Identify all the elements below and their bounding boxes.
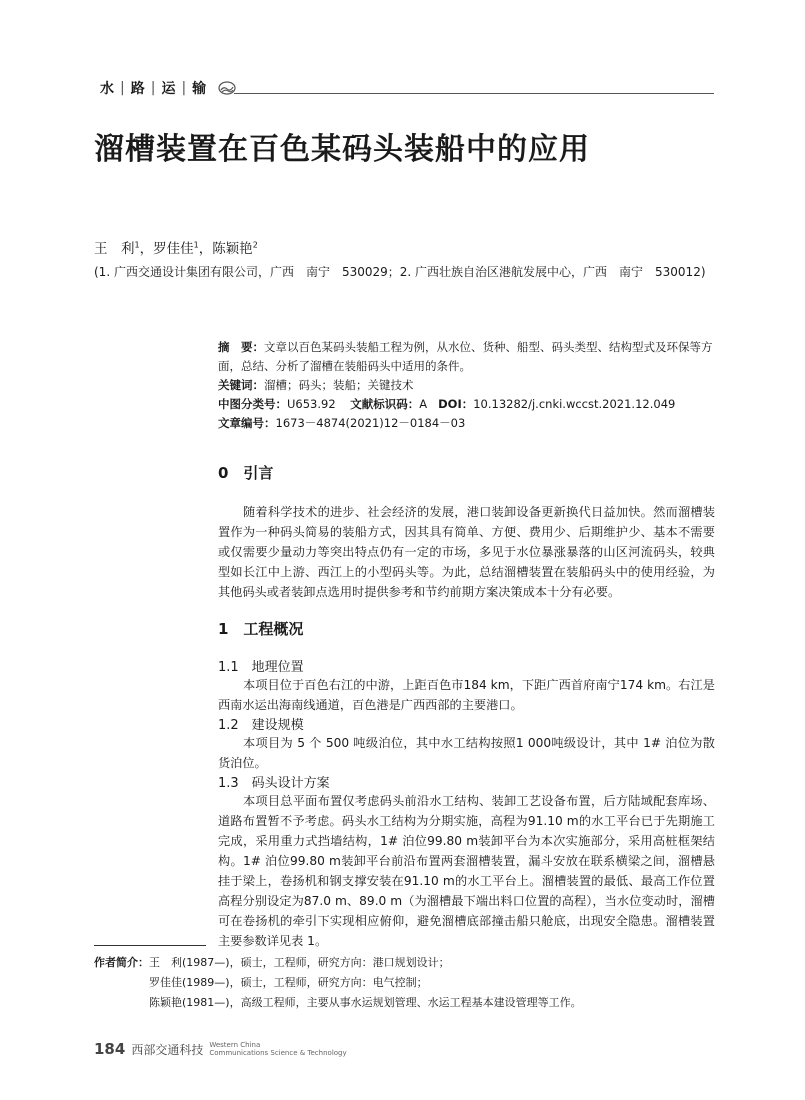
author-bio-1: 王 利(1987—)，硕士，工程师，研究方向：港口规划设计；	[149, 956, 450, 969]
section-char-1: 水	[100, 81, 114, 97]
affiliation: (1. 广西交通设计集团有限公司，广西 南宁 530029；2. 广西壮族自治区港航发展中心，广西 南宁 530012)	[94, 265, 706, 279]
subsection-heading-scale: 1.2 建设规模	[218, 718, 304, 733]
abstract	[218, 338, 718, 376]
section-char-4: 输	[192, 81, 207, 97]
section-tag	[94, 78, 236, 98]
keywords-label: 关键词：	[218, 378, 264, 392]
keywords-text: 溜槽；码头；装船；关键技术	[264, 378, 414, 392]
journal-name-en	[209, 1041, 346, 1057]
subsection-heading-design: 1.3 码头设计方案	[218, 776, 330, 791]
section-char-2: 路	[130, 81, 145, 97]
author-name: 王 利	[94, 241, 135, 257]
author-bio-3: 陈颖艳(1981—)，高级工程师，主要从事水运规划管理、水运工程基本建设管理等工作。	[149, 996, 582, 1009]
clc-label: 中图分类号：	[218, 397, 287, 411]
abstract-block	[218, 338, 718, 433]
header-divider	[234, 93, 714, 94]
location-paragraph: 本项目位于百色右江的中游，上距百色市184 km，下距广西首府南宁174 km。右江是西南水运出海南线通道，百色港是广西西部的主要港口。	[218, 678, 715, 712]
scale-paragraph: 本项目为 5 个 500 吨级泊位，其中水工结构按照1 000吨级设计，其中 1# 泊位为散货泊位。	[218, 736, 715, 770]
section-divider: |	[181, 80, 187, 96]
doc-code-label: 文献标识码：	[350, 397, 420, 411]
clc-value: U653.92	[287, 397, 336, 411]
journal-name-en-line2: Communications Science & Technology	[209, 1049, 347, 1057]
section-heading-overview: 1 工程概况	[218, 620, 304, 638]
article-number	[218, 414, 718, 433]
subsection-heading-location: 1.1 地理位置	[218, 660, 304, 675]
author-line: 王 利$^1$，罗佳佳$^1$，陈颖艳$^2$	[94, 240, 258, 257]
section-divider: |	[150, 80, 156, 96]
page-footer	[94, 1040, 347, 1058]
keywords	[218, 376, 718, 395]
design-paragraph: 本项目总平面布置仅考虑码头前沿水工结构、装卸工艺设备布置，后方陆域配套库场、道路布置暂不予考虑。码头水工结构为分期实施，高程为91.10 m的水工平台已于先期施工完成，采用重力式挡墙结构，1# 泊位99.80 m装卸平台为本次实施部分，采用高桩框架结构。1# 泊位99.80 m装卸平台前沿布置两套溜槽装置，漏斗安放在联系横梁之间，溜槽悬挂于梁上，卷扬机和钢支撑安装在91.10 m的水工平台上。溜槽装置的最低、最高工作位置高程分别设定为87.0 m、89.0 m（为溜槽最下端出料口位置的高程），当水位变动时，溜槽可在卷扬机的牵引下实现相应俯仰，避免溜槽底部撞击船只舱底，出现安全隐患。溜槽装置主要参数详见表 1。	[218, 794, 715, 948]
section-heading-intro: 0 引言	[218, 464, 274, 482]
journal-name-cn: 西部交通科技	[131, 1042, 204, 1057]
author-bio-footnote	[94, 953, 734, 1013]
author-name: 罗佳佳	[153, 241, 194, 257]
article-no-value: 1673－4874(2021)12－0184－03	[275, 416, 466, 430]
intro-paragraph: 随着科学技术的进步、社会经济的发展，港口装卸设备更新换代日益加快。然而溜槽装置作为一种码头简易的装船方式，因其具有简单、方便、费用少、后期维护少、基本不需要或仅需要少量动力等突出特点仍有一定的市场，多见于水位暴涨暴落的山区河流码头，较典型如长江中上游、西江上的小型码头等。为此，总结溜槽装置在装船码头中的使用经验，为其他码头或者装卸点选用时提供参考和节约前期方案决策成本十分有必要。	[218, 505, 715, 599]
doc-code-value: A	[419, 397, 428, 411]
section-divider: |	[120, 80, 125, 96]
doi-value: 10.13282/j.cnki.wccst.2021.12.049	[473, 397, 676, 411]
page-number: 184	[94, 1040, 126, 1058]
author-affil-sup: 2	[252, 240, 258, 250]
footnote-label: 作者简介：	[94, 956, 149, 969]
classification-line	[218, 395, 718, 414]
author-affil-sup: 1	[193, 240, 199, 250]
article-title: 溜槽装置在百色某码头装船中的应用	[94, 132, 590, 167]
author-bio-2: 罗佳佳(1989—)，硕士，工程师，研究方向：电气控制；	[149, 976, 428, 989]
doi-label: DOI：	[438, 397, 474, 411]
article-no-label: 文章编号：	[218, 416, 276, 430]
section-char-3: 运	[161, 81, 176, 97]
footnote-divider	[94, 945, 206, 946]
footnote-line	[94, 953, 734, 973]
abstract-text: 文章以百色某码头装船工程为例，从水位、货种、船型、码头类型、结构型式及环保等方面，总结、分析了溜槽在装船码头中适用的条件。	[218, 340, 713, 373]
journal-name-en-line1: Western China	[209, 1041, 261, 1049]
author-affil-sup: 1	[134, 240, 140, 250]
author-name: 陈颖艳	[212, 241, 253, 257]
abstract-label: 摘 要：	[218, 340, 264, 354]
